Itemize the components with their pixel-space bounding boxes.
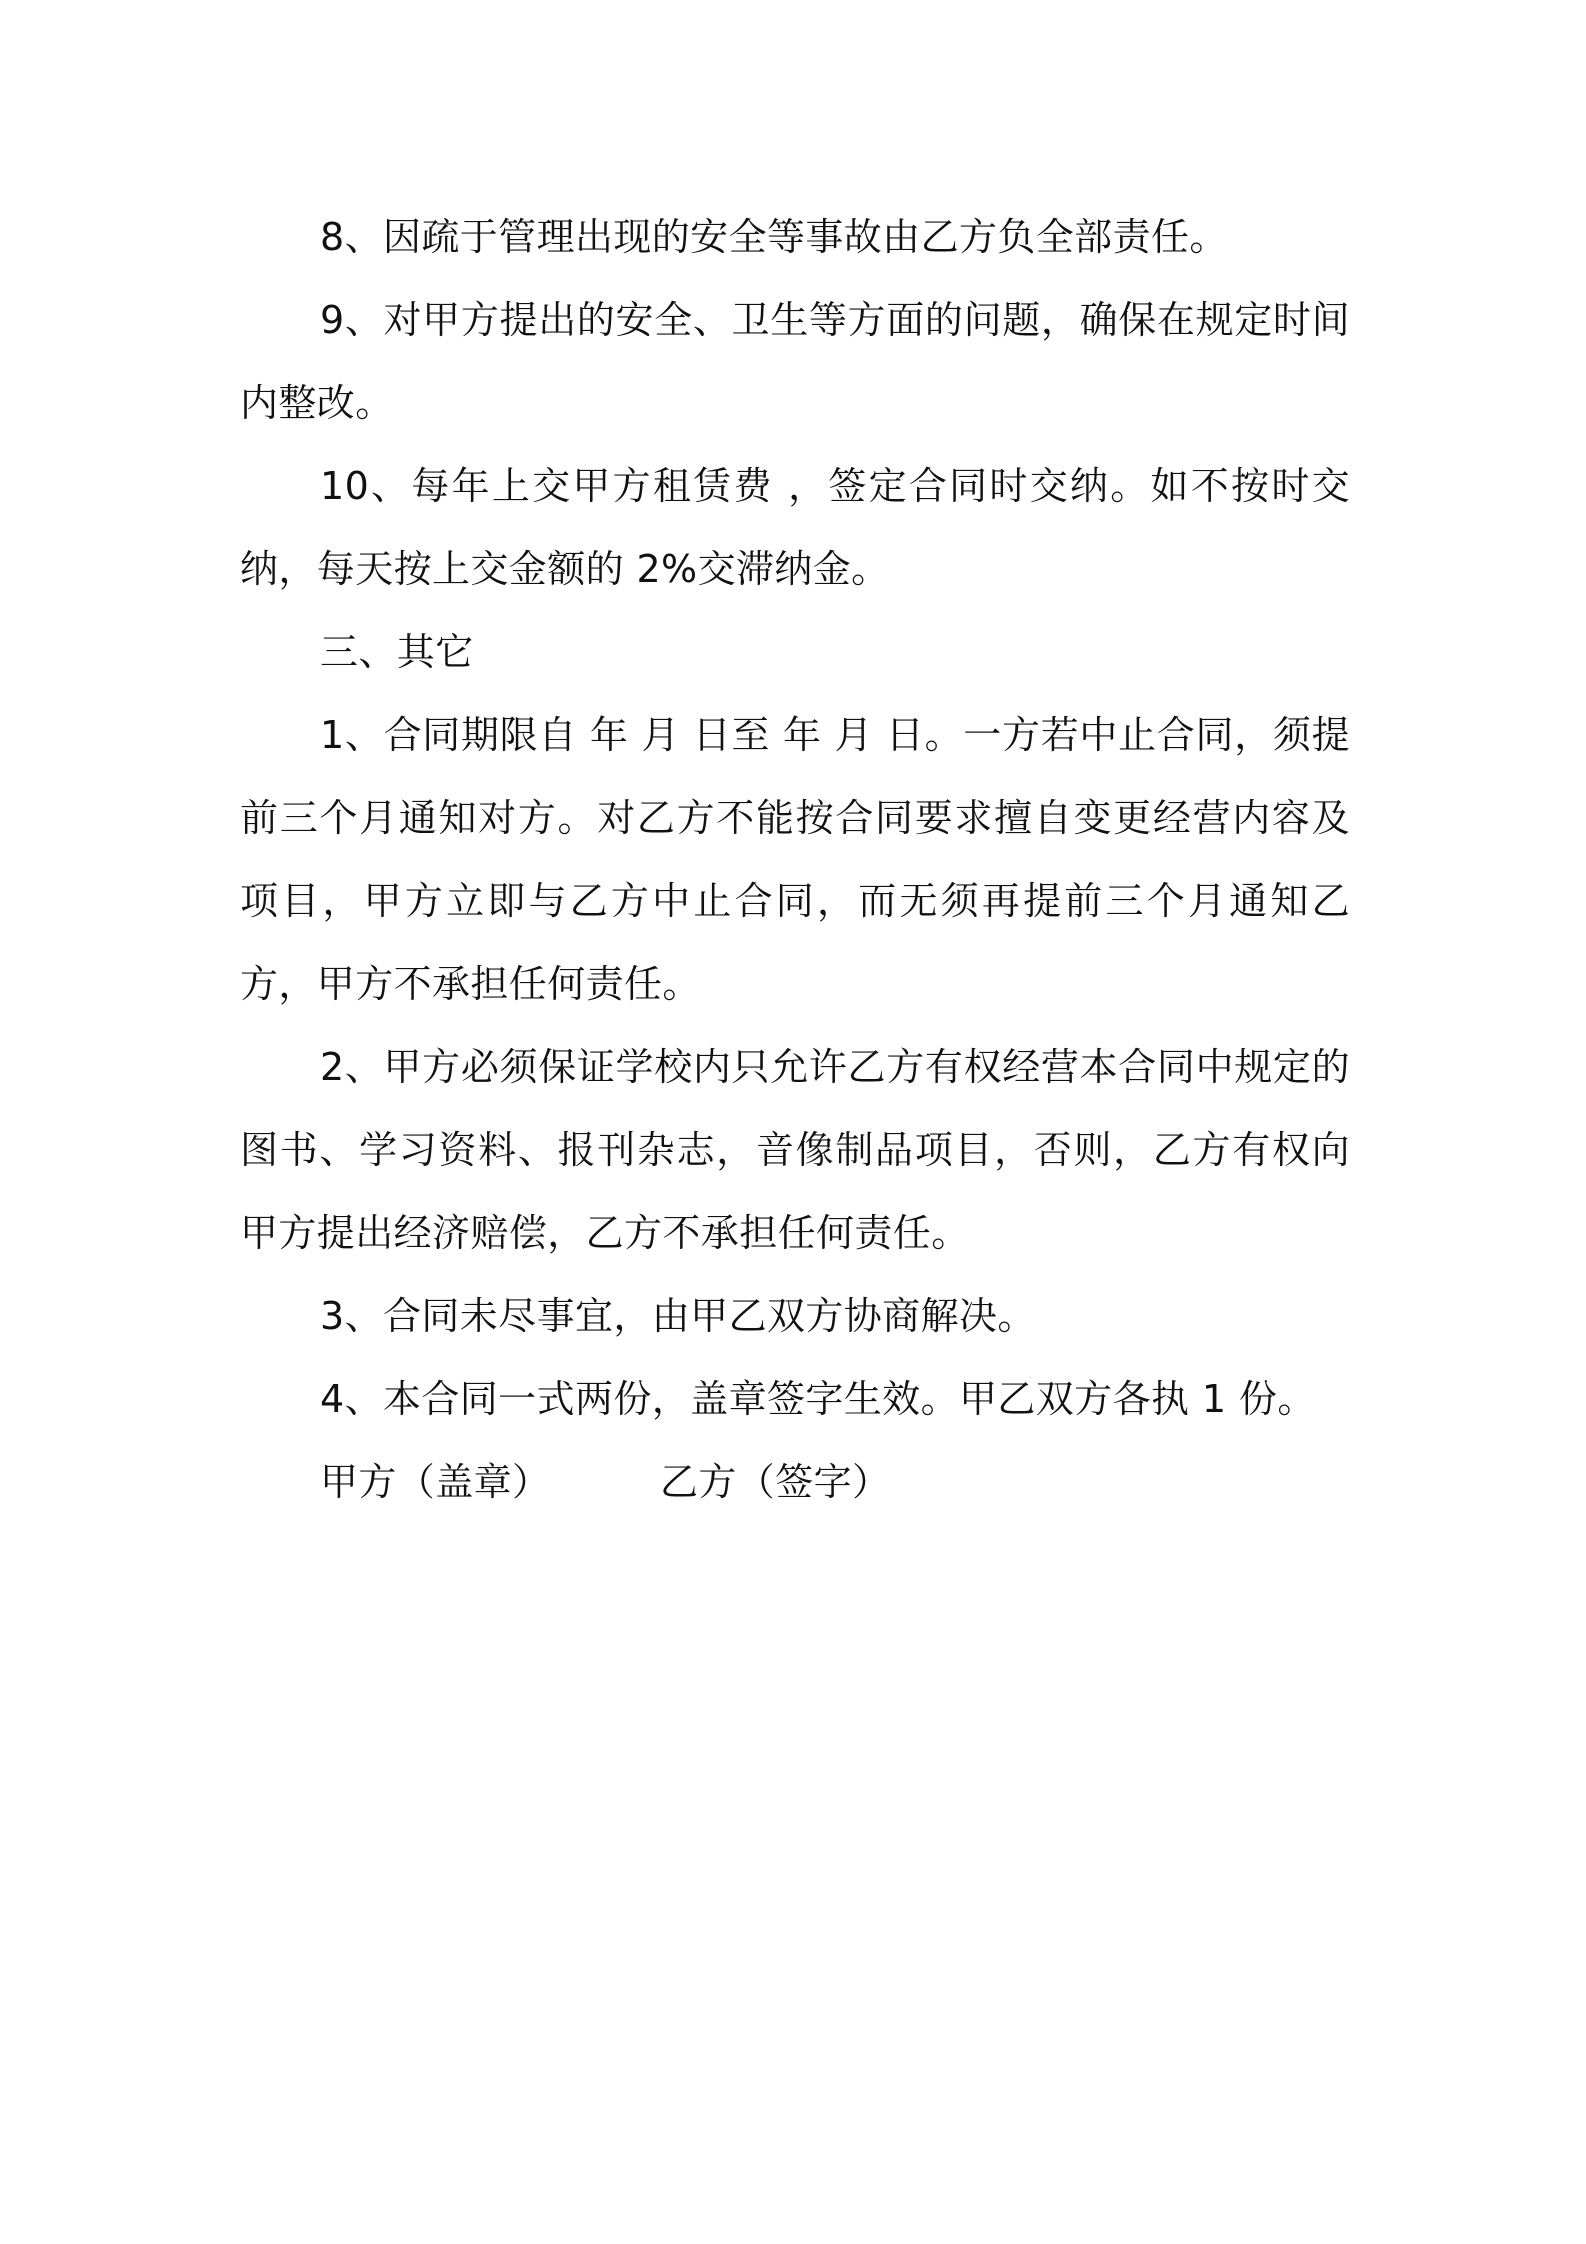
- contract-body: [240, 196, 1350, 1524]
- clause-9: 9、对甲方提出的安全、卫生等方面的问题，确保在规定时间内整改。: [240, 298, 1350, 425]
- other-clause-1: 1、合同期限自 年 月 日至 年 月 日。一方若中止合同，须提前三个月通知对方。对乙方不能按合同要求擅自变更经营内容及项目，甲方立即与乙方中止合同，而无须再提前三个月通知乙方，甲方不承担任何责任。: [240, 713, 1350, 1006]
- other-clause-3: 3、合同未尽事宜，由甲乙双方协商解决。: [320, 1294, 1036, 1338]
- clause-10: 10、每年上交甲方租赁费 ，签定合同时交纳。如不按时交纳，每天按上交金额的 2%交滞纳金。: [240, 464, 1350, 591]
- clause-8: 8、因疏于管理出现的安全等事故由乙方负全部责任。: [320, 215, 1228, 259]
- party-b-signature-label: 乙方（签字）: [660, 1460, 891, 1504]
- signature-row: [240, 1441, 1350, 1524]
- party-a-signature-label: 甲方（盖章）: [320, 1460, 551, 1504]
- other-clause-4: 4、本合同一式两份，盖章签字生效。甲乙双方各执 1 份。: [320, 1377, 1316, 1421]
- section-heading-other: 三、其它: [320, 630, 474, 674]
- other-clause-2: 2、甲方必须保证学校内只允许乙方有权经营本合同中规定的图书、学习资料、报刊杂志，音像制品项目，否则，乙方有权向甲方提出经济赔偿，乙方不承担任何责任。: [240, 1045, 1350, 1255]
